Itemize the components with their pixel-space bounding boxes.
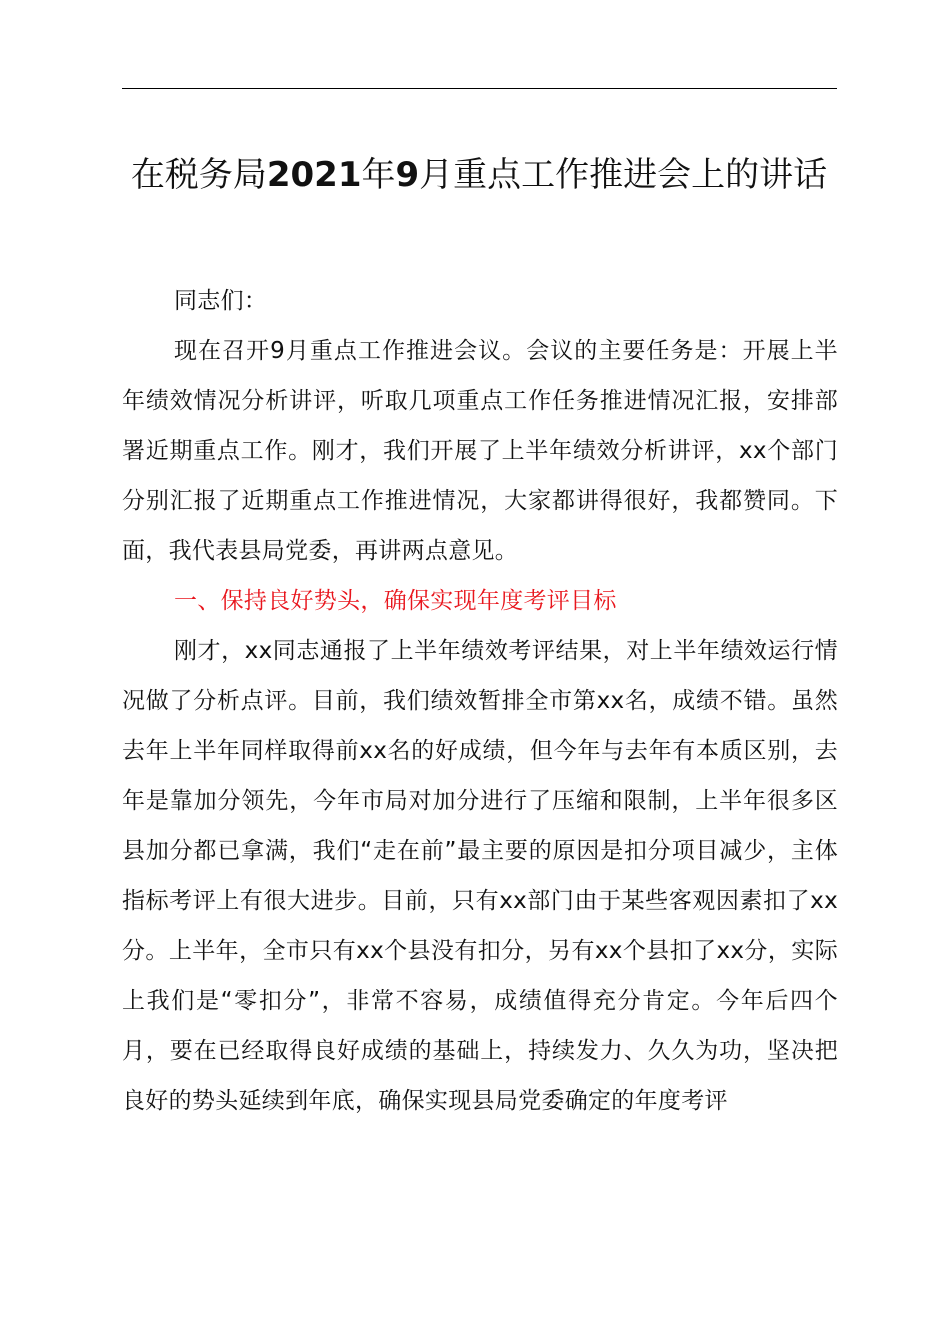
title-part-3: 月重点工作推进会上的讲话: [419, 155, 828, 195]
title-year: 2021: [266, 155, 362, 195]
paragraph-section-1: 刚才，xx同志通报了上半年绩效考评结果，对上半年绩效运行情况做了分析点评。目前，我们绩效暂排全市第xx名，成绩不错。虽然去年上半年同样取得前xx名的好成绩，但今年与去年有本质区别，去年是靠加分领先，今年市局对加分进行了压缩和限制，上半年很多区县加分都已拿满，我们“走在前”最主要的原因是扣分项目减少，主体指标考评上有很大进步。目前，只有xx部门由于某些客观因素扣了xx分。上半年，全市只有xx个县没有扣分，另有xx个县扣了xx分，实际上我们是“零扣分”，非常不容易，成绩值得充分肯定。今年后四个月，要在已经取得良好成绩的基础上，持续发力、久久为功，坚决把良好的势头延续到年底，确保实现县局党委确定的年度考评: [122, 638, 838, 1114]
title-part-1: 在税务局: [130, 155, 267, 195]
document-body: [122, 276, 838, 1126]
header-rule: [122, 88, 837, 89]
title-part-2: 年: [361, 155, 396, 195]
salutation: 同志们：: [174, 288, 268, 314]
document-title: [118, 150, 840, 200]
paragraph-intro: 现在召开9月重点工作推进会议。会议的主要任务是：开展上半年绩效情况分析讲评，听取几项重点工作任务推进情况汇报，安排部署近期重点工作。刚才，我们开展了上半年绩效分析讲评，xx个部门分别汇报了近期重点工作推进情况，大家都讲得很好，我都赞同。下面，我代表县局党委，再讲两点意见。: [122, 338, 838, 564]
section-heading-1: 一、保持良好势头，确保实现年度考评目标: [174, 588, 617, 614]
title-month: 9: [395, 155, 420, 195]
